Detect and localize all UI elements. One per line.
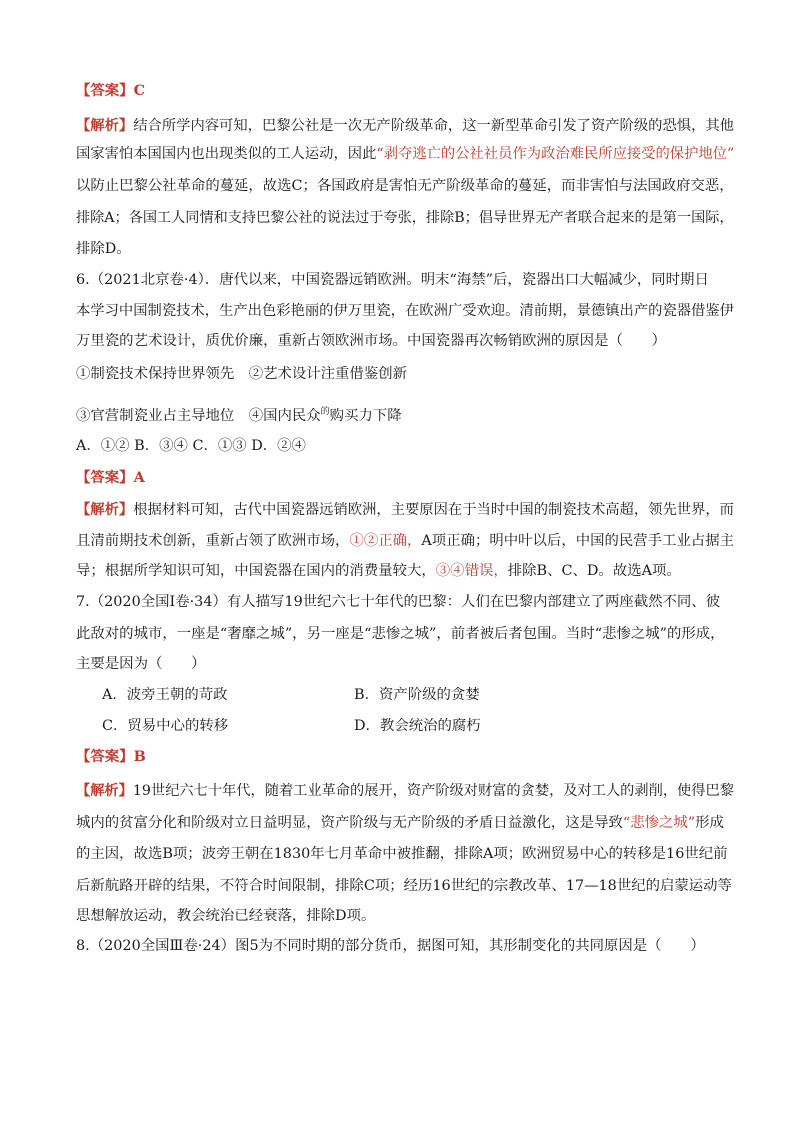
question-stem: 7.（2020全国Ⅰ卷·34）有人描写19世纪六七十年代的巴黎：人们在巴黎内部建立了两座截然不同、彼 <box>76 594 721 610</box>
analysis-line <box>76 501 734 519</box>
analysis-line <box>76 532 734 550</box>
analysis-text: 排除B、C、D。故选A项。 <box>507 563 681 579</box>
analysis-tag: 【解析】 <box>76 782 133 799</box>
question-stem: 6.（2021北京卷·4）．唐代以来，中国瓷器远销欧洲。明末“海禁”后，瓷器出口大幅减少，同时期日 <box>76 272 709 288</box>
analysis-line <box>76 117 734 135</box>
analysis-tag: 【解析】 <box>76 501 134 518</box>
answer-value: C <box>133 82 146 99</box>
highlighted-text: “悲惨之城” <box>622 815 696 831</box>
answer-tag: 【答案】 <box>76 469 134 486</box>
analysis-text: 形成 <box>695 815 724 831</box>
analysis-tag: 【解析】 <box>76 117 134 134</box>
answer-value: B <box>133 748 146 765</box>
answer-tag: 【答案】 <box>76 82 134 99</box>
analysis-text: 城内的贫富分化和阶级对立日益明显，资产阶级与无产阶级的矛盾日益激化，这是导致 <box>76 815 623 831</box>
analysis-text: 根据材料可知，古代中国瓷器远销欧洲，主要原因在于当时中国的制瓷技术高超，领先世界，而 <box>133 502 734 518</box>
analysis-text: A项正确；明中叶以后，中国的民营手工业占据主 <box>421 533 735 549</box>
analysis-text: 且清前期技术创新，重新占领了欧洲市场， <box>76 533 350 549</box>
analysis-text: 国家害怕本国国内也出现类似的工人运动，因此 <box>76 146 377 162</box>
analysis-text: 19世纪六七十年代，随着工业革命的展开，资产阶级对财富的贪婪，及对工人的剥削，使得巴黎 <box>132 783 734 799</box>
analysis-line <box>76 814 724 832</box>
answer-line-q7 <box>76 748 146 766</box>
analysis-line: 排除A；各国工人同情和支持巴黎公社的说法过于夸张，排除B；倡导世界无产者联合起来的是第一国际， <box>76 210 734 226</box>
item-superscript: 的 <box>320 407 330 417</box>
highlighted-text: ③④错误， <box>435 563 508 579</box>
item-text: ③官营制瓷业占主导地位 ④国内民众 <box>76 408 321 424</box>
question-stem: 万里瓷的艺术设计，质优价廉，重新占领欧洲市场。中国瓷器再次畅销欧洲的原因是（ ） <box>76 333 667 349</box>
question-item <box>76 403 402 425</box>
question-stem: 本学习中国制瓷技术，生产出色彩艳丽的伊万里瓷，在欧洲广受欢迎。清前期，景德镇出产的瓷器借鉴伊 <box>76 303 734 319</box>
answer-line-q5 <box>76 82 145 100</box>
item-text: 购买力下降 <box>329 408 402 424</box>
analysis-line: 思想解放运动，教会统治已经衰落，排除D项。 <box>76 908 376 924</box>
highlighted-quote: “剥夺逃亡的公社社员作为政治难民所应接受的保护地位” <box>376 146 735 162</box>
answer-line-q6 <box>76 469 145 487</box>
question-stem: 主要是因为（ ） <box>76 656 206 672</box>
option-d: D．教会统治的腐朽 <box>354 718 481 734</box>
analysis-line: 排除D。 <box>76 241 131 257</box>
analysis-line <box>76 145 734 163</box>
option-c: C．贸易中心的转移 <box>102 718 229 734</box>
answer-value: A <box>133 469 145 486</box>
analysis-line: 后新航路开辟的结果，不符合时间限制，排除C项；经历16世纪的宗教改革、17—18世纪的启蒙运动等 <box>76 878 732 894</box>
question-item: ①制瓷技术保持世界领先 ②艺术设计注重借鉴创新 <box>76 366 407 382</box>
question-stem: 8.（2020全国Ⅲ卷·24）图5为不同时期的部分货币，据图可知，其形制变化的共同原因是（ ） <box>76 938 705 954</box>
analysis-line <box>76 562 681 580</box>
analysis-text: 导；根据所学知识可知，中国瓷器在国内的消费量较大， <box>76 563 436 579</box>
option-a: A．波旁王朝的苛政 <box>102 687 228 703</box>
highlighted-text: ①②正确， <box>349 533 422 549</box>
analysis-line: 以防止巴黎公社革命的蔓延，故选C；各国政府是害怕无产阶级革命的蔓延，而非害怕与法国政府交恶， <box>76 178 734 194</box>
question-options: A．①② B．③④ C．①③ D．②④ <box>76 438 306 454</box>
analysis-line: 的主因，故选B项；波旁王朝在1830年七月革命中被推翻，排除A项；欧洲贸易中心的转移是16世纪前 <box>76 846 728 862</box>
analysis-text: 结合所学内容可知，巴黎公社是一次无产阶级革命，这一新型革命引发了资产阶级的恐惧，其他 <box>133 118 734 134</box>
question-stem: 此敌对的城市，一座是“奢靡之城”，另一座是“悲惨之城”，前者被后者包围。当时“悲惨之城”的形成， <box>76 626 725 642</box>
analysis-line <box>76 782 734 800</box>
option-b: B．资产阶级的贪婪 <box>354 687 480 703</box>
answer-tag: 【答案】 <box>76 748 134 765</box>
